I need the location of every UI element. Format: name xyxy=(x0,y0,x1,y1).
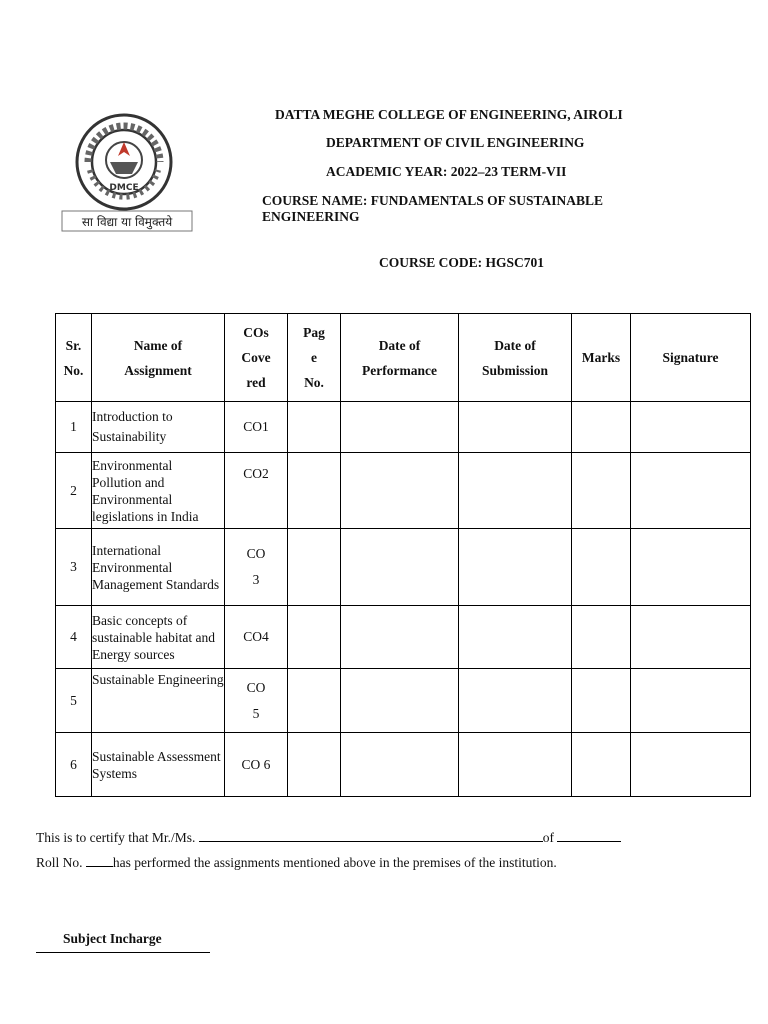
course-code: COURSE CODE: HGSC701 xyxy=(379,255,545,270)
assignment-name-cell: Sustainable Assessment Systems xyxy=(92,733,225,797)
assignment-name-cell: Sustainable Engineering xyxy=(92,669,225,733)
co-cell: CO 3 xyxy=(225,529,288,606)
performance-date-cell xyxy=(341,669,459,733)
signature-line[interactable] xyxy=(36,952,210,953)
page-cell xyxy=(288,733,341,797)
signature-cell xyxy=(631,733,751,797)
signature-cell xyxy=(631,402,751,453)
college-name: DATTA MEGHE COLLEGE OF ENGINEERING, AIROLI xyxy=(275,107,623,122)
performance-date-cell xyxy=(341,453,459,529)
submission-date-cell xyxy=(459,606,572,669)
header-date-of-submission: Date of Submission xyxy=(459,314,572,402)
signature-cell xyxy=(631,529,751,606)
submission-date-cell xyxy=(459,402,572,453)
sr-cell: 3 xyxy=(56,529,92,606)
certificate-line-1: This is to certify that Mr./Ms. of xyxy=(36,830,621,846)
signature-cell xyxy=(631,453,751,529)
assignment-name-cell: Introduction to Sustainability xyxy=(92,402,225,453)
table-header-row xyxy=(56,314,751,402)
table-row xyxy=(56,606,751,669)
performance-date-cell xyxy=(341,733,459,797)
marks-cell xyxy=(572,402,631,453)
signature-cell xyxy=(631,669,751,733)
co-cell: CO 6 xyxy=(225,733,288,797)
performance-date-cell xyxy=(341,402,459,453)
assignment-name-cell: Basic concepts of sustainable habitat and Energy sources xyxy=(92,606,225,669)
submission-date-cell xyxy=(459,529,572,606)
header-signature: Signature xyxy=(631,314,751,402)
assignment-table xyxy=(55,313,751,797)
table-row xyxy=(56,669,751,733)
college-logo xyxy=(58,112,196,236)
submission-date-cell xyxy=(459,453,572,529)
academic-year: ACADEMIC YEAR: 2022–23 TERM-VII xyxy=(326,164,567,179)
logo-motto: सा विद्या या विमुक्तये xyxy=(81,215,173,229)
course-name: COURSE NAME: FUNDAMENTALS OF SUSTAINABLE ENGINEERING xyxy=(262,193,604,224)
header-page-no: Pag e No. xyxy=(288,314,341,402)
page-cell xyxy=(288,606,341,669)
subject-incharge-label: Subject Incharge xyxy=(63,931,162,946)
table-row xyxy=(56,733,751,797)
marks-cell xyxy=(572,669,631,733)
sr-cell: 4 xyxy=(56,606,92,669)
table-row xyxy=(56,453,751,529)
header-sr-no: Sr. No. xyxy=(56,314,92,402)
assignment-name-cell: International Environmental Management Standards xyxy=(92,529,225,606)
marks-cell xyxy=(572,733,631,797)
logo-emblem-text: DMCE xyxy=(109,183,139,193)
roll-no-blank[interactable] xyxy=(86,855,113,867)
department-name: DEPARTMENT OF CIVIL ENGINEERING xyxy=(326,135,585,150)
sr-cell: 2 xyxy=(56,453,92,529)
co-cell: CO 5 xyxy=(225,669,288,733)
performance-date-cell xyxy=(341,606,459,669)
header-marks: Marks xyxy=(572,314,631,402)
page-cell xyxy=(288,402,341,453)
sr-cell: 5 xyxy=(56,669,92,733)
assignment-name-cell: Environmental Pollution and Environmental legislations in India xyxy=(92,453,225,529)
co-cell: CO4 xyxy=(225,606,288,669)
header-assignment-name: Name of Assignment xyxy=(92,314,225,402)
marks-cell xyxy=(572,606,631,669)
marks-cell xyxy=(572,453,631,529)
marks-cell xyxy=(572,529,631,606)
table-row xyxy=(56,529,751,606)
table-row xyxy=(56,402,751,453)
name-blank[interactable] xyxy=(199,830,543,842)
page-cell xyxy=(288,453,341,529)
co-cell: CO1 xyxy=(225,402,288,453)
co-cell: CO2 xyxy=(225,453,288,529)
sr-cell: 1 xyxy=(56,402,92,453)
signature-cell xyxy=(631,606,751,669)
performance-date-cell xyxy=(341,529,459,606)
submission-date-cell xyxy=(459,669,572,733)
header-date-of-performance: Date of Performance xyxy=(341,314,459,402)
header-cos-covered: COs Cove red xyxy=(225,314,288,402)
certificate-line-2: Roll No. has performed the assignments mentioned above in the premises of the institution. xyxy=(36,855,557,870)
class-blank[interactable] xyxy=(557,830,621,842)
submission-date-cell xyxy=(459,733,572,797)
sr-cell: 6 xyxy=(56,733,92,797)
page-cell xyxy=(288,669,341,733)
page-cell xyxy=(288,529,341,606)
